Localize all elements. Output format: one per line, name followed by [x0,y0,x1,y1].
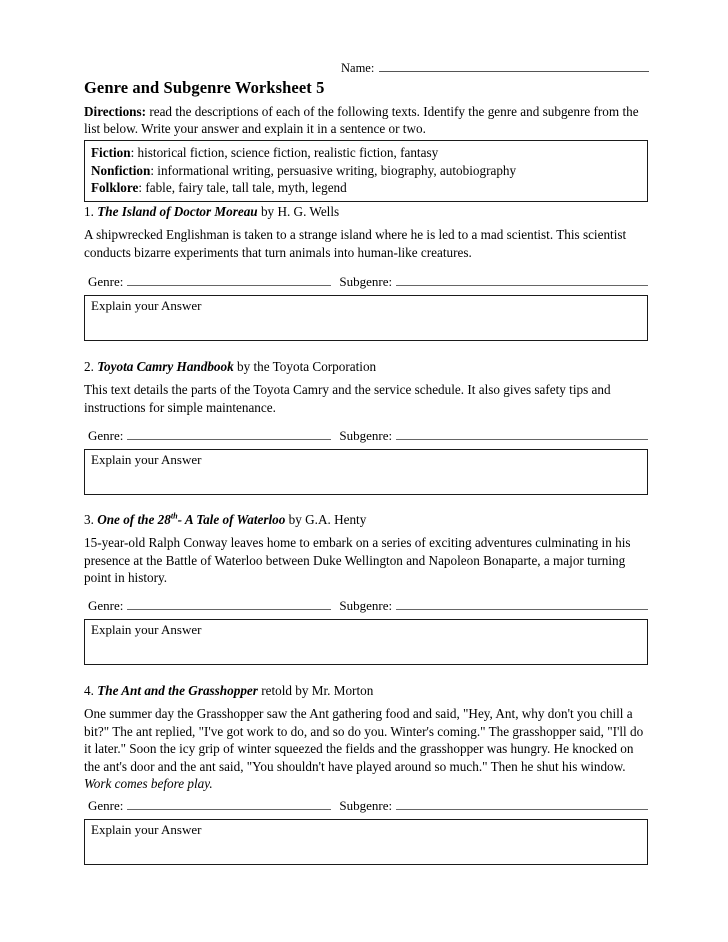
item-description: This text details the parts of the Toyota Camry and the service schedule. It also gives safety tips and instructions for simple maintenance. [84,382,611,415]
item-description: A shipwrecked Englishman is taken to a strange island where he is led to a mad scientist. This scientist conducts bizarre experiments that turn animals into human-like creatures. [84,227,627,260]
genre-label: Genre: [88,598,124,613]
explain-answer-box[interactable] [84,449,648,495]
genre-subgenre-row [84,598,648,614]
name-label: Name: [341,61,375,75]
item-book-title: The Ant and the Grasshopper [97,683,258,698]
subgenre-label: Subgenre: [339,428,393,443]
item-byline: by H. G. Wells [257,204,340,219]
item-number: 2. [84,359,94,374]
directions-text: read the descriptions of each of the following texts. Identify the genre and subgenre from the list below. Write your answer and explain it in a sentence or two. [84,104,639,137]
genre-category-label: Folklore [91,180,139,196]
genre-list-box [84,140,648,202]
question-item-4 [84,682,650,793]
item-number: 3. [84,512,94,527]
genre-label: Genre: [88,798,124,813]
genre-subgenre-row [84,798,648,814]
genre-subgenre-row [84,428,648,444]
question-item-1 [84,203,650,261]
item-description-italic-tail: Work comes before play. [84,776,213,792]
page-title: Genre and Subgenre Worksheet 5 [84,78,325,97]
subgenre-input-line[interactable] [396,428,648,440]
item-title [84,511,650,528]
subgenre-label: Subgenre: [339,598,393,613]
genre-label: Genre: [88,274,124,289]
subgenre-label: Subgenre: [339,798,393,813]
genre-category-items: : fable, fairy tale, tall tale, myth, legend [138,180,347,196]
genre-list-line [91,144,641,162]
item-title [84,358,650,375]
question-item-3 [84,511,650,587]
item-title [84,203,650,220]
explain-answer-label: Explain your Answer [91,452,202,467]
genre-list-line [91,179,641,197]
explain-answer-label: Explain your Answer [91,622,202,637]
item-book-title: One of the 28th- A Tale of Waterloo [97,511,286,527]
genre-input-line[interactable] [127,598,331,610]
answer-block-2 [84,428,650,495]
item-description: 15-year-old Ralph Conway leaves home to embark on a series of exciting adventures culminating in his presence at the Battle of Waterloo between Duke Wellington and Napoleon Bonaparte, a major turning point in history. [84,535,631,586]
item-title [84,682,650,699]
answer-block-4 [84,798,650,865]
item-byline: by the Toyota Corporation [233,359,377,374]
answer-block-1 [84,274,650,341]
directions-paragraph [84,103,650,138]
genre-label: Genre: [88,428,124,443]
subgenre-input-line[interactable] [396,598,648,610]
explain-answer-label: Explain your Answer [91,822,202,837]
question-item-2 [84,358,650,416]
explain-answer-box[interactable] [84,619,648,665]
genre-category-label: Nonfiction [91,162,151,178]
subgenre-input-line[interactable] [396,798,648,810]
answer-block-3 [84,598,650,665]
explain-answer-label: Explain your Answer [91,298,202,313]
genre-subgenre-row [84,274,648,290]
item-book-title: The Island of Doctor Moreau [97,204,258,219]
genre-category-items: : historical fiction, science fiction, realistic fiction, fantasy [130,145,439,160]
item-title-superscript: th [170,511,178,521]
item-byline: retold by Mr. Morton [257,683,374,698]
explain-answer-box[interactable] [84,819,648,865]
genre-list-line [91,162,641,180]
item-number: 1. [84,204,94,219]
item-description: One summer day the Grasshopper saw the Ant gathering food and said, "Hey, Ant, why don't you chill a bit?" The ant replied, "I've got work to do, and so do you. Winter's coming." The grasshopper said, "I'll do it later." Soon the icy grip of winter squeezed the fields and the grasshopper was hungry. He knocked on the ant's door and the ant said, "You shouldn't have played around so much." Then he shut his window. Work comes before play. [84,706,644,792]
genre-input-line[interactable] [127,274,331,286]
genre-input-line[interactable] [127,798,331,810]
directions-label: Directions: [84,104,147,119]
genre-category-items: : informational writing, persuasive writing, biography, autobiography [150,162,517,178]
item-book-title: Toyota Camry Handbook [97,359,234,374]
subgenre-input-line[interactable] [396,274,648,286]
item-number: 4. [84,683,94,698]
subgenre-label: Subgenre: [339,274,393,289]
genre-category-label: Fiction [91,145,131,160]
name-input-line[interactable] [379,60,649,72]
name-field-row [341,60,649,76]
explain-answer-box[interactable] [84,295,648,341]
genre-input-line[interactable] [127,428,331,440]
item-byline: by G.A. Henty [285,512,367,527]
